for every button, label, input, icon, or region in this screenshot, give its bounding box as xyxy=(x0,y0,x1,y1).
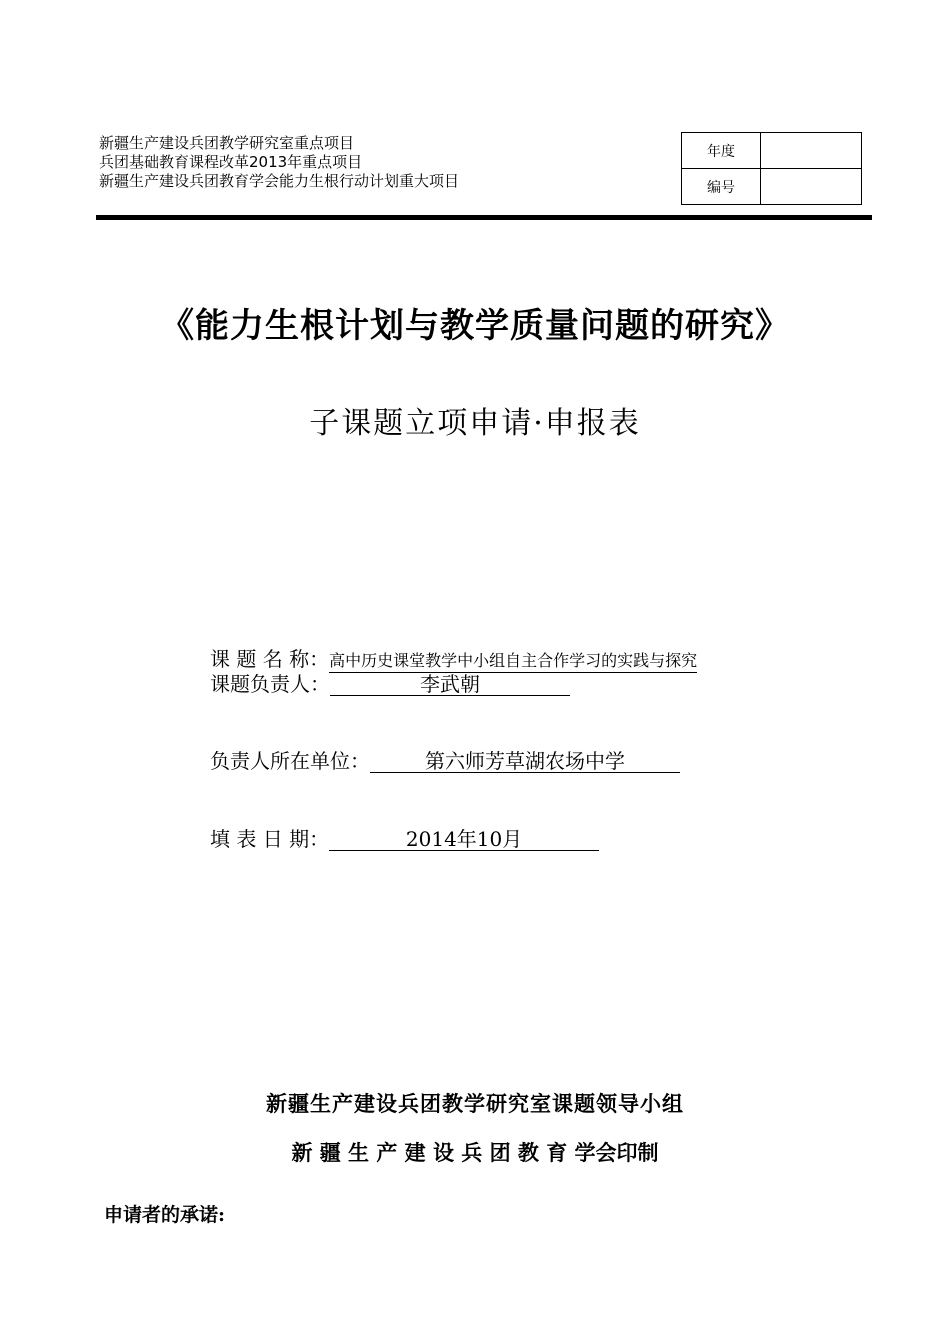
topic-label: 课 题 名 称： xyxy=(210,647,330,671)
page-subtitle: 子课题立项申请·申报表 xyxy=(309,406,641,441)
header-line-3: 新疆生产建设兵团教育学会能力生根行动计划重大项目 xyxy=(99,172,460,190)
date-value[interactable]: 2014年10月 xyxy=(329,828,599,851)
number-value-cell[interactable] xyxy=(761,169,862,205)
page-title: 《能力生根计划与教学质量问题的研究》 xyxy=(160,306,790,346)
topic-value[interactable]: 高中历史课堂教学中小组自主合作学习的实践与探究 xyxy=(329,650,697,673)
number-label: 编号 xyxy=(682,169,761,205)
header-divider xyxy=(96,215,872,220)
header-project-lines xyxy=(99,134,459,191)
unit-field xyxy=(210,745,680,774)
date-field xyxy=(210,823,599,852)
header-line-2: 兵团基础教育课程改革2013年重点项目 xyxy=(99,153,363,171)
leader-value[interactable]: 李武朝 xyxy=(330,673,570,696)
org-line-2: 新 疆 生 产 建 设 兵 团 教 育 学会印制 xyxy=(291,1140,659,1165)
pledge-heading: 申请者的承诺: xyxy=(104,1204,226,1226)
leader-field xyxy=(210,668,570,697)
date-label: 填 表 日 期： xyxy=(210,827,330,851)
leader-label: 课题负责人： xyxy=(210,672,330,696)
year-value-cell[interactable] xyxy=(761,133,862,169)
year-number-table xyxy=(681,132,862,205)
header-line-1: 新疆生产建设兵团教学研究室重点项目 xyxy=(99,134,355,152)
unit-value[interactable]: 第六师芳草湖农场中学 xyxy=(370,750,680,773)
org-line-1: 新疆生产建设兵团教学研究室课题领导小组 xyxy=(266,1091,684,1116)
year-label: 年度 xyxy=(682,133,761,169)
unit-label: 负责人所在单位： xyxy=(210,749,370,773)
